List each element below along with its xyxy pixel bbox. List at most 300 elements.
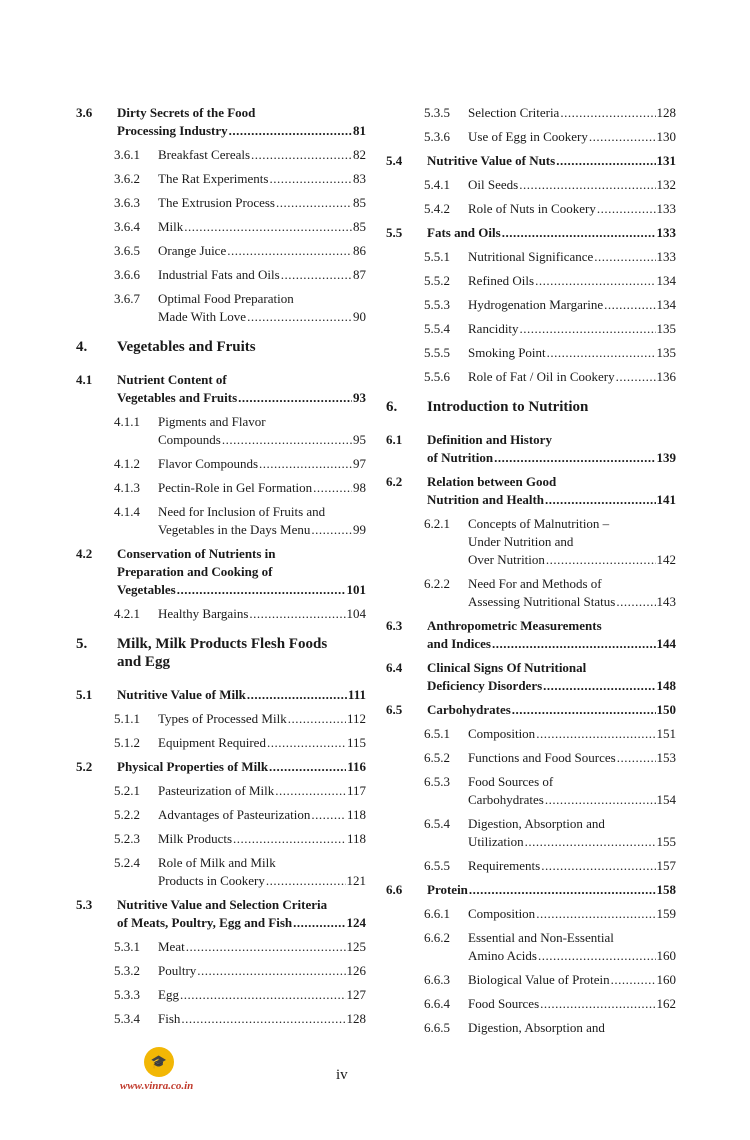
- toc-title: Digestion, Absorption and: [468, 1020, 605, 1035]
- toc-subsection: [76, 455, 366, 473]
- toc-page-number: 93: [353, 390, 366, 405]
- toc-title: Nutrition and Health: [427, 492, 545, 507]
- toc-title: and Indices: [427, 636, 491, 651]
- dot-leader: [594, 248, 655, 266]
- toc-number: 6.6.1: [424, 906, 450, 921]
- toc-left-column: [76, 104, 366, 1034]
- toc-page-number: 130: [656, 129, 676, 144]
- toc-title: Nutritional Significance: [468, 249, 594, 264]
- toc-number: 5.1.2: [114, 735, 140, 750]
- dot-leader: [560, 104, 655, 122]
- toc-number: 3.6.3: [114, 195, 140, 210]
- dot-leader: [311, 806, 346, 824]
- toc-subsection: [76, 806, 366, 824]
- toc-number: 5.3.6: [424, 129, 450, 144]
- toc-page-number: 81: [353, 123, 366, 138]
- toc-number: 5.5.4: [424, 321, 450, 336]
- dot-leader: [293, 914, 345, 932]
- toc-section: [76, 545, 366, 599]
- dot-leader: [275, 782, 346, 800]
- toc-section: [76, 896, 366, 932]
- toc-title: Carbohydrates: [468, 792, 544, 807]
- toc-title-line: Digestion, Absorption and: [468, 816, 605, 831]
- toc-number: 5.2.2: [114, 807, 140, 822]
- toc-title: Protein: [427, 882, 468, 897]
- toc-title-line: Relation between Good: [427, 474, 557, 489]
- toc-title-line: Pigments and Flavor: [158, 414, 266, 429]
- toc-title-line: Optimal Food Preparation: [158, 291, 294, 306]
- toc-page-number: 162: [656, 996, 676, 1011]
- toc-number: 4.1.4: [114, 504, 140, 519]
- dot-leader: [184, 218, 352, 236]
- toc-right-column: [386, 104, 676, 1043]
- toc-number: 6.5.1: [424, 726, 450, 741]
- toc-title-line: Need for Inclusion of Fruits and: [158, 504, 326, 519]
- toc-title: The Rat Experiments: [158, 171, 269, 186]
- dot-leader: [227, 242, 352, 260]
- toc-number: 3.6.6: [114, 267, 140, 282]
- toc-title: The Extrusion Process: [158, 195, 275, 210]
- toc-number: 5.4.1: [424, 177, 450, 192]
- dot-leader: [281, 266, 352, 284]
- toc-number: 5.3.5: [424, 105, 450, 120]
- toc-number: 5.4.2: [424, 201, 450, 216]
- toc-subsection: [386, 368, 676, 386]
- toc-page-number: 134: [656, 297, 676, 312]
- toc-page-number: 116: [347, 759, 366, 774]
- toc-subsection: [76, 734, 366, 752]
- toc-page-number: 134: [656, 273, 676, 288]
- dot-leader: [502, 224, 656, 242]
- toc-number: 3.6.1: [114, 147, 140, 162]
- toc-subsection: [386, 176, 676, 194]
- toc-subsection: [386, 905, 676, 923]
- toc-page-number: 139: [656, 450, 676, 465]
- toc-title: Carbohydrates: [427, 702, 511, 717]
- toc-title: Nutritive Value of Milk: [117, 687, 246, 702]
- toc-subsection: [76, 782, 366, 800]
- toc-number: 5.5.2: [424, 273, 450, 288]
- toc-number: 3.6.5: [114, 243, 140, 258]
- toc-page-number: 126: [346, 963, 366, 978]
- toc-number: 5.3.3: [114, 987, 140, 1002]
- toc-number: 6.2.1: [424, 516, 450, 531]
- toc-title: Role of Fat / Oil in Cookery: [468, 369, 615, 384]
- toc-number: 6.5.2: [424, 750, 450, 765]
- toc-page-number: 85: [353, 219, 366, 234]
- toc-number: 6.5.3: [424, 774, 450, 789]
- toc-page-number: 115: [346, 735, 366, 750]
- toc-number: 5.: [76, 636, 88, 652]
- toc-page-number: 121: [346, 873, 366, 888]
- toc-subsection: [76, 830, 366, 848]
- toc-subsection: [76, 146, 366, 164]
- toc-number: 5.3: [76, 897, 93, 912]
- dot-leader: [540, 995, 655, 1013]
- dot-leader: [288, 710, 346, 728]
- website-link[interactable]: www.vinra.co.in: [120, 1080, 194, 1092]
- toc-section: [386, 473, 676, 509]
- toc-subsection: [386, 575, 676, 611]
- toc-title: Industrial Fats and Oils: [158, 267, 280, 282]
- toc-page-number: 86: [353, 243, 366, 258]
- toc-subsection: [76, 1010, 366, 1028]
- toc-number: 3.6: [76, 105, 93, 120]
- toc-subsection: [386, 725, 676, 743]
- toc-subsection: [386, 515, 676, 569]
- toc-title: Food Sources: [468, 996, 540, 1011]
- toc-subsection: [76, 986, 366, 1004]
- dot-leader: [249, 605, 345, 623]
- toc-page-number: 128: [656, 105, 676, 120]
- toc-title: Composition: [468, 906, 536, 921]
- toc-title: Made With Love: [158, 309, 247, 324]
- toc-title: Physical Properties of Milk: [117, 759, 269, 774]
- dot-leader: [520, 320, 656, 338]
- toc-subsection: [386, 749, 676, 767]
- toc-title: Smoking Point: [468, 345, 546, 360]
- toc-subsection: [386, 128, 676, 146]
- toc-subsection: [76, 218, 366, 236]
- dot-leader: [545, 791, 656, 809]
- toc-title: Biological Value of Protein: [468, 972, 610, 987]
- dot-leader: [181, 1010, 345, 1028]
- toc-number: 5.5: [386, 225, 403, 240]
- toc-page-number: 124: [346, 915, 366, 930]
- toc-title-line: Role of Milk and Milk: [158, 855, 276, 870]
- toc-title: Deficiency Disorders: [427, 678, 543, 693]
- toc-page-number: 150: [656, 702, 676, 717]
- toc-subsection: [386, 995, 676, 1013]
- toc-page-number: 82: [353, 147, 366, 162]
- dot-leader: [222, 431, 352, 449]
- toc-title-line: Nutritive Value and Selection Criteria: [117, 897, 328, 912]
- toc-subsection: [76, 170, 366, 188]
- toc-subsection: [386, 248, 676, 266]
- toc-title-line: Essential and Non-Essential: [468, 930, 614, 945]
- toc-number: 5.3.2: [114, 963, 140, 978]
- toc-title: Selection Criteria: [468, 105, 560, 120]
- toc-page-number: 131: [656, 153, 676, 168]
- toc-page-number: 142: [656, 552, 676, 567]
- toc-section: [76, 371, 366, 407]
- toc-page-number: 101: [346, 582, 366, 597]
- toc-title: Products in Cookery: [158, 873, 265, 888]
- toc-subsection: [76, 710, 366, 728]
- toc-number: 6.1: [386, 432, 403, 447]
- graduation-cap-icon: 🎓: [144, 1047, 174, 1077]
- toc-title: Amino Acids: [468, 948, 537, 963]
- toc-number: 4.2: [76, 546, 93, 561]
- toc-page-number: 98: [353, 480, 366, 495]
- toc-page-number: 83: [353, 171, 366, 186]
- dot-leader: [525, 833, 656, 851]
- toc-section: [386, 152, 676, 170]
- toc-number: 6.6: [386, 882, 403, 897]
- toc-page-number: 136: [656, 369, 676, 384]
- toc-title: Advantages of Pasteurization: [158, 807, 311, 822]
- toc-number: 6.2: [386, 474, 403, 489]
- toc-title: and Egg: [117, 654, 170, 670]
- dot-leader: [589, 128, 656, 146]
- toc-title: Compounds: [158, 432, 221, 447]
- dot-leader: [266, 872, 346, 890]
- dot-leader: [604, 296, 655, 314]
- dot-leader: [186, 938, 346, 956]
- toc-page-number: 160: [656, 948, 676, 963]
- toc-number: 5.1: [76, 687, 93, 702]
- toc-title: Over Nutrition: [468, 552, 545, 567]
- toc-subsection: [386, 296, 676, 314]
- toc-subsection: [76, 413, 366, 449]
- toc-page-number: 158: [656, 882, 676, 897]
- toc-page-number: 111: [347, 687, 366, 702]
- toc-subsection: [76, 194, 366, 212]
- toc-number: 5.5.5: [424, 345, 450, 360]
- toc-title-line: Clinical Signs Of Nutritional: [427, 660, 587, 675]
- dot-leader: [543, 677, 655, 695]
- toc-page-number: 125: [346, 939, 366, 954]
- toc-title: Breakfast Cereals: [158, 147, 251, 162]
- dot-leader: [611, 971, 656, 989]
- toc-number: 6.6.2: [424, 930, 450, 945]
- toc-page-number: 85: [353, 195, 366, 210]
- dot-leader: [556, 152, 655, 170]
- toc-page-number: 141: [656, 492, 676, 507]
- dot-leader: [616, 593, 655, 611]
- toc-page-number: 118: [346, 807, 366, 822]
- toc-page-number: 99: [353, 522, 366, 537]
- toc-title: Fats and Oils: [427, 225, 501, 240]
- toc-title: Healthy Bargains: [158, 606, 249, 621]
- dot-leader: [541, 857, 655, 875]
- toc-title-line: Milk, Milk Products Flesh Foods: [117, 636, 328, 652]
- toc-title: Egg: [158, 987, 179, 1002]
- toc-subsection: [386, 104, 676, 122]
- dot-leader: [267, 734, 346, 752]
- toc-title: Nutritive Value of Nuts: [427, 153, 556, 168]
- toc-section: [386, 701, 676, 719]
- toc-number: 6.5.4: [424, 816, 450, 831]
- toc-subsection: [76, 242, 366, 260]
- toc-number: 6.4: [386, 660, 403, 675]
- toc-number: 5.3.1: [114, 939, 140, 954]
- toc-title-line: Concepts of Malnutrition –: [468, 516, 610, 531]
- toc-number: 3.6.7: [114, 291, 140, 306]
- toc-page-number: 132: [656, 177, 676, 192]
- toc-number: 3.6.4: [114, 219, 140, 234]
- toc-page-number: 87: [353, 267, 366, 282]
- toc-page-number: 112: [346, 711, 366, 726]
- dot-leader: [269, 758, 346, 776]
- toc-title: Vegetables: [117, 582, 176, 597]
- toc-title: Assessing Nutritional Status: [468, 594, 616, 609]
- dot-leader: [180, 986, 346, 1004]
- toc-title: Role of Nuts in Cookery: [468, 201, 596, 216]
- toc-title-line: Food Sources of: [468, 774, 554, 789]
- toc-title-line: Preparation and Cooking of: [117, 564, 273, 579]
- toc-title: Oil Seeds: [468, 177, 519, 192]
- toc-page-number: 90: [353, 309, 366, 324]
- toc-page-number: 144: [656, 636, 676, 651]
- dot-leader: [546, 551, 656, 569]
- toc-subsection: [76, 479, 366, 497]
- page-number: iv: [336, 1067, 348, 1083]
- toc-chapter: [386, 398, 676, 416]
- toc-number: 4.2.1: [114, 606, 140, 621]
- dot-leader: [536, 725, 655, 743]
- dot-leader: [229, 122, 352, 140]
- toc-title-line: Definition and History: [427, 432, 552, 447]
- toc-title-line: Need For and Methods of: [468, 576, 602, 591]
- toc-title-line: Dirty Secrets of the Food: [117, 105, 256, 120]
- toc-number: 4.: [76, 339, 88, 355]
- toc-number: 5.2: [76, 759, 93, 774]
- toc-title: Fish: [158, 1011, 181, 1026]
- toc-title: Use of Egg in Cookery: [468, 129, 588, 144]
- toc-subsection: [386, 773, 676, 809]
- toc-title: Refined Oils: [468, 273, 535, 288]
- toc-number: 4.1.2: [114, 456, 140, 471]
- toc-title: Rancidity: [468, 321, 519, 336]
- dot-leader: [276, 194, 352, 212]
- toc-subsection: [386, 1019, 676, 1037]
- toc-number: 5.2.4: [114, 855, 140, 870]
- dot-leader: [536, 905, 655, 923]
- dot-leader: [251, 146, 352, 164]
- toc-subsection: [386, 815, 676, 851]
- dot-leader: [259, 455, 352, 473]
- toc-title: Orange Juice: [158, 243, 227, 258]
- toc-page-number: 155: [656, 834, 676, 849]
- dot-leader: [512, 701, 656, 719]
- toc-title-line: Conservation of Nutrients in: [117, 546, 276, 561]
- toc-number: 6.5.5: [424, 858, 450, 873]
- toc-section: [76, 758, 366, 776]
- toc-title: Requirements: [468, 858, 541, 873]
- toc-page-number: 95: [353, 432, 366, 447]
- toc-number: 5.5.6: [424, 369, 450, 384]
- dot-leader: [547, 344, 656, 362]
- dot-leader: [247, 308, 352, 326]
- dot-leader: [233, 830, 346, 848]
- toc-subsection: [76, 290, 366, 326]
- toc-number: 6.5: [386, 702, 403, 717]
- toc-page-number: 97: [353, 456, 366, 471]
- toc-page-number: 151: [656, 726, 676, 741]
- dot-leader: [247, 686, 347, 704]
- toc-section: [76, 686, 366, 704]
- toc-number: 5.5.1: [424, 249, 450, 264]
- toc-number: 4.1.1: [114, 414, 140, 429]
- toc-section: [386, 224, 676, 242]
- dot-leader: [597, 200, 656, 218]
- toc-number: 6.6.5: [424, 1020, 450, 1035]
- toc-number: 6.2.2: [424, 576, 450, 591]
- dot-leader: [177, 581, 346, 599]
- dot-leader: [469, 881, 656, 899]
- toc-title-line: Nutrient Content of: [117, 372, 227, 387]
- dot-leader: [519, 176, 655, 194]
- toc-title: Processing Industry: [117, 123, 228, 138]
- toc-section: [386, 881, 676, 899]
- toc-subsection: [386, 320, 676, 338]
- toc-page-number: 153: [656, 750, 676, 765]
- toc-page-number: 117: [346, 783, 366, 798]
- toc-number: 6.: [386, 399, 398, 415]
- toc-title: Flavor Compounds: [158, 456, 259, 471]
- toc-page-number: 118: [346, 831, 366, 846]
- toc-title: of Nutrition: [427, 450, 494, 465]
- toc-page-number: 128: [346, 1011, 366, 1026]
- toc-title: Functions and Food Sources: [468, 750, 616, 765]
- toc-title: Hydrogenation Margarine: [468, 297, 604, 312]
- toc-section: [386, 659, 676, 695]
- toc-title: Equipment Required: [158, 735, 266, 750]
- toc-section: [386, 617, 676, 653]
- toc-title: Types of Processed Milk: [158, 711, 287, 726]
- dot-leader: [269, 170, 352, 188]
- toc-number: 6.6.4: [424, 996, 450, 1011]
- dot-leader: [616, 368, 656, 386]
- toc-title: Composition: [468, 726, 536, 741]
- toc-chapter: [76, 635, 366, 671]
- toc-title: Poultry: [158, 963, 197, 978]
- toc-title-line: Anthropometric Measurements: [427, 618, 602, 633]
- toc-subsection: [76, 938, 366, 956]
- toc-subsection: [386, 857, 676, 875]
- toc-subsection: [76, 962, 366, 980]
- toc-title: Milk: [158, 219, 184, 234]
- toc-title: Utilization: [468, 834, 524, 849]
- toc-page-number: 154: [656, 792, 676, 807]
- toc-subsection: [76, 266, 366, 284]
- toc-subsection: [76, 854, 366, 890]
- toc-number: 5.3.4: [114, 1011, 140, 1026]
- toc-page-number: 157: [656, 858, 676, 873]
- toc-chapter: [76, 338, 366, 356]
- toc-page-number: 135: [656, 321, 676, 336]
- toc-page-number: 104: [346, 606, 366, 621]
- toc-number: 5.4: [386, 153, 403, 168]
- toc-section: [386, 431, 676, 467]
- toc-number: 4.1: [76, 372, 93, 387]
- toc-title: Vegetables and Fruits: [117, 390, 238, 405]
- toc-number: 6.6.3: [424, 972, 450, 987]
- toc-page-number: 133: [656, 225, 676, 240]
- toc-page-number: 160: [656, 972, 676, 987]
- dot-leader: [492, 635, 656, 653]
- toc-title: Vegetables and Fruits: [117, 339, 256, 355]
- toc-page-number: 133: [656, 201, 676, 216]
- toc-page-number: 143: [656, 594, 676, 609]
- toc-title: Milk Products: [158, 831, 233, 846]
- toc-number: 5.5.3: [424, 297, 450, 312]
- dot-leader: [313, 479, 352, 497]
- toc-subsection: [386, 272, 676, 290]
- dot-leader: [494, 449, 655, 467]
- toc-section: [76, 104, 366, 140]
- toc-title-line: Under Nutrition and: [468, 534, 574, 549]
- toc-subsection: [76, 605, 366, 623]
- dot-leader: [197, 962, 345, 980]
- toc-title: Pectin-Role in Gel Formation: [158, 480, 313, 495]
- toc-subsection: [386, 929, 676, 965]
- dot-leader: [538, 947, 656, 965]
- toc-page-number: 148: [656, 678, 676, 693]
- toc-title: Meat: [158, 939, 185, 954]
- dot-leader: [545, 491, 655, 509]
